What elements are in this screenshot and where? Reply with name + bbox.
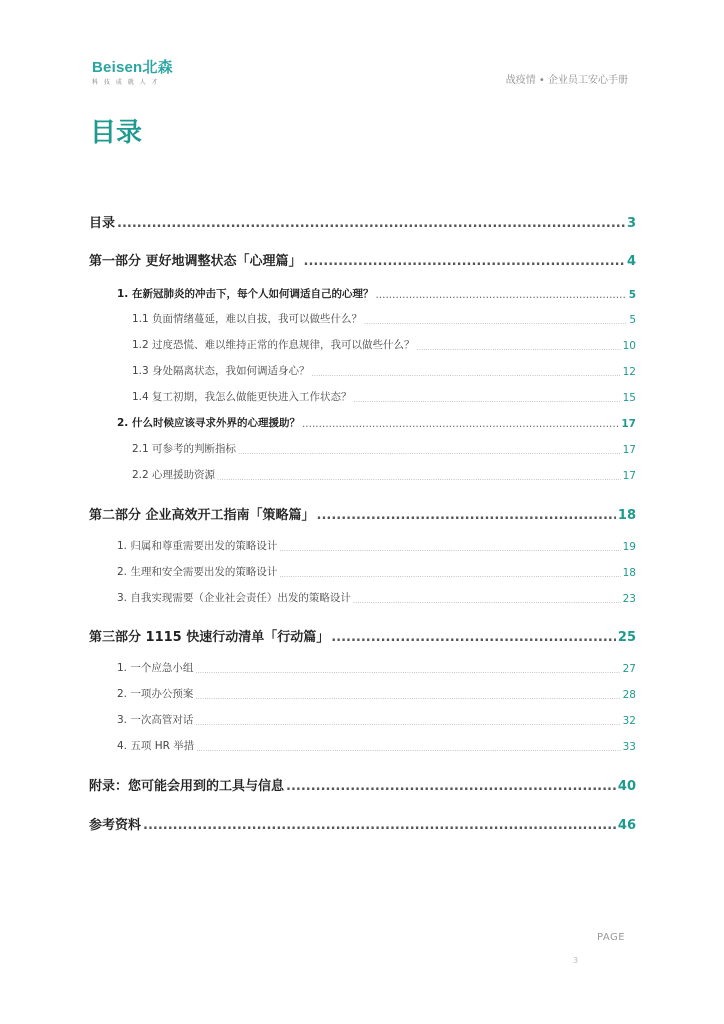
dot-leader xyxy=(354,396,621,404)
toc-entry-part-three[interactable] xyxy=(89,626,636,645)
toc-page-number: 27 xyxy=(622,663,636,675)
toc-entry-subsection[interactable] xyxy=(89,441,636,456)
toc-entry-label: 2. 生理和安全需要出发的策略设计 xyxy=(117,566,278,578)
toc-entry-label: 2.1 可参考的判断指标 xyxy=(132,443,237,455)
toc-entry-subsection[interactable] xyxy=(89,363,636,378)
dot-leader xyxy=(317,508,616,523)
dot-leader xyxy=(304,254,625,269)
toc-entry-label: 3. 一次高管对话 xyxy=(117,714,194,726)
toc-entry-label: 第三部分 1115 快速行动清单「行动篇」 xyxy=(89,630,330,645)
dot-leader xyxy=(312,370,621,378)
toc-entry-label: 2. 什么时候应该寻求外界的心理援助？ xyxy=(117,417,300,429)
toc-page-number: 17 xyxy=(621,418,636,430)
toc-entry-label: 1.4 复工初期，我怎么做能更快进入工作状态？ xyxy=(132,391,352,403)
toc-page-number: 5 xyxy=(628,289,636,301)
dot-leader xyxy=(375,289,626,301)
toc-entry-section[interactable] xyxy=(89,415,636,430)
footer-page-number: 3 xyxy=(573,956,579,965)
beisen-logo xyxy=(92,60,173,86)
toc-entry-label: 参考资料 xyxy=(89,818,142,833)
dot-leader xyxy=(195,719,620,727)
toc-entry-label: 4. 五项 HR 举措 xyxy=(117,740,195,752)
logo-wordmark: Beisen北森 xyxy=(92,59,173,76)
dot-leader xyxy=(196,745,620,753)
toc-entry-label: 1. 一个应急小组 xyxy=(117,662,194,674)
toc-entry-section[interactable] xyxy=(89,712,636,727)
toc-entry-subsection[interactable] xyxy=(89,389,636,404)
toc-entry-label: 附录：您可能会用到的工具与信息 xyxy=(89,779,285,794)
toc-entry-contents[interactable] xyxy=(89,212,636,231)
dot-leader xyxy=(117,216,625,231)
dot-leader xyxy=(302,418,619,430)
toc-page-number: 10 xyxy=(622,340,636,352)
toc-page-number: 32 xyxy=(622,715,636,727)
dot-leader xyxy=(195,693,620,701)
toc-entry-subsection[interactable] xyxy=(89,311,636,326)
dot-leader xyxy=(195,667,620,675)
toc-entry-label: 第二部分 企业高效开工指南「策略篇」 xyxy=(89,508,315,523)
toc-page-number: 18 xyxy=(622,567,636,579)
toc-entry-label: 1.1 负面情绪蔓延，难以自拔，我可以做些什么？ xyxy=(132,313,363,325)
toc-page-number: 15 xyxy=(622,392,636,404)
dot-leader xyxy=(364,318,627,326)
toc-page-number: 12 xyxy=(622,366,636,378)
footer-page-label: PAGE xyxy=(597,932,626,943)
toc-entry-section[interactable] xyxy=(89,660,636,675)
dot-leader xyxy=(353,597,621,605)
dot-leader xyxy=(279,571,620,579)
toc-page-number: 33 xyxy=(622,741,636,753)
toc-page-number: 25 xyxy=(617,630,636,645)
toc-entry-label: 1. 归属和尊重需要出发的策略设计 xyxy=(117,540,278,552)
toc-entry-subsection[interactable] xyxy=(89,467,636,482)
toc-page-number: 4 xyxy=(626,254,636,269)
toc-entry-label: 目录 xyxy=(89,216,116,231)
toc-entry-subsection[interactable] xyxy=(89,337,636,352)
toc-entry-section[interactable] xyxy=(89,538,636,553)
dot-leader xyxy=(143,818,616,833)
toc-entry-section[interactable] xyxy=(89,686,636,701)
toc-page-number: 23 xyxy=(622,593,636,605)
toc-page-number: 18 xyxy=(617,508,636,523)
dot-leader xyxy=(331,630,616,645)
dot-leader xyxy=(286,779,616,794)
toc-page-number: 3 xyxy=(626,216,636,231)
toc-page-number: 28 xyxy=(622,689,636,701)
dot-leader xyxy=(279,545,620,553)
toc-entry-section[interactable] xyxy=(89,564,636,579)
toc-page-number: 17 xyxy=(622,444,636,456)
toc-entry-section[interactable] xyxy=(89,738,636,753)
toc-entry-appendix[interactable] xyxy=(89,775,636,794)
document-title: 战疫情 • 企业员工安心手册 xyxy=(505,75,628,86)
page-title: 目录 xyxy=(90,118,143,148)
toc-entry-label: 1. 在新冠肺炎的冲击下，每个人如何调适自己的心理？ xyxy=(117,288,374,300)
toc-page-number: 40 xyxy=(617,779,636,794)
logo-tagline: 科 技 成 就 人 才 xyxy=(92,79,160,86)
toc-entry-label: 2. 一项办公预案 xyxy=(117,688,194,700)
toc-entry-label: 3. 自我实现需要（企业社会责任）出发的策略设计 xyxy=(117,592,351,604)
toc-entry-label: 2.2 心理援助资源 xyxy=(132,469,216,481)
toc-page-number: 17 xyxy=(622,470,636,482)
toc-entry-part-one[interactable] xyxy=(89,250,636,269)
toc-entry-part-two[interactable] xyxy=(89,504,636,523)
dot-leader xyxy=(238,448,621,456)
toc-entry-section[interactable] xyxy=(89,590,636,605)
toc-page-number: 5 xyxy=(629,314,636,326)
toc-page-number: 46 xyxy=(617,818,636,833)
toc-entry-label: 1.3 身处隔离状态，我如何调适身心？ xyxy=(132,365,310,377)
toc-page-number: 19 xyxy=(622,541,636,553)
toc-entry-label: 1.2 过度恐慌、难以维持正常的作息规律，我可以做些什么？ xyxy=(132,339,415,351)
toc-entry-label: 第一部分 更好地调整状态「心理篇」 xyxy=(89,254,302,269)
dot-leader xyxy=(217,474,621,482)
toc-entry-section[interactable] xyxy=(89,286,636,301)
toc-entry-references[interactable] xyxy=(89,814,636,833)
dot-leader xyxy=(417,344,621,352)
